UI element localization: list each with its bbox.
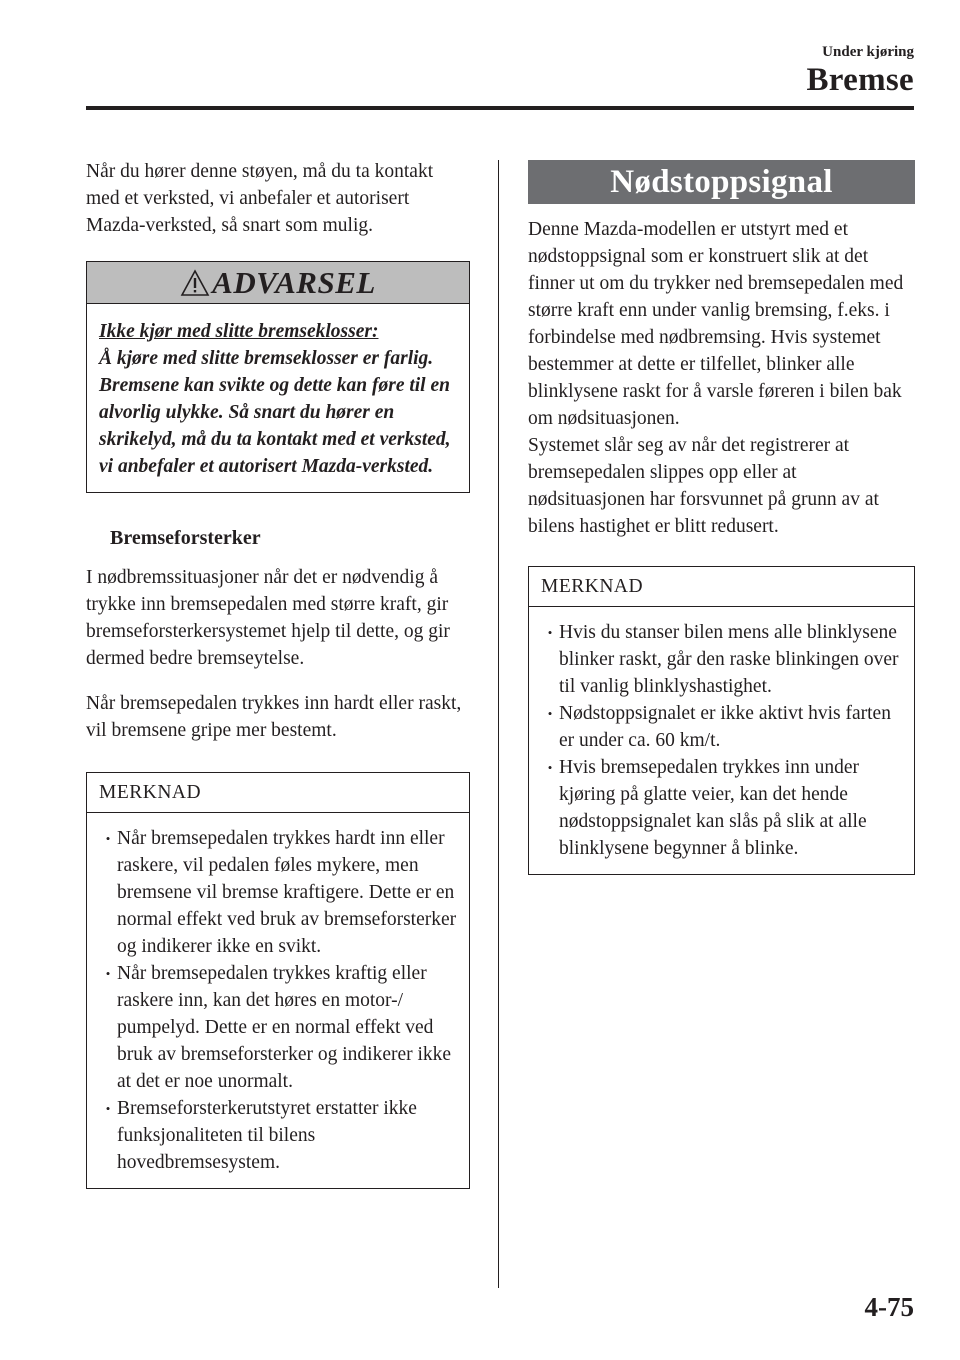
note-box-right (528, 566, 915, 875)
list-item-text: Når bremsepedalen trykkes hardt inn eller raskere, vil pedalen føles mykere, men bremsene vil bremse kraftigere. Dette er en normal effekt ved bruk av bremseforsterker og indikerer ikke en svikt. (117, 828, 457, 957)
note-box-left (86, 772, 470, 1189)
warning-triangle-icon (180, 269, 210, 297)
warning-body (87, 304, 469, 492)
list-item-text: Når bremsepedalen trykkes kraftig eller raskere inn, kan det høres en motor-/ pumpelyd. Dette er en normal effekt ved bruk av bremseforsterker og indikerer ikke at det er noe unormalt. (117, 963, 452, 1092)
page-title: Bremse (806, 62, 914, 98)
bullet-dot-icon: • (105, 1101, 111, 1116)
list-item-text: Nødstoppsignalet er ikke aktivt hvis farten er under ca. 60 km/t. (559, 703, 891, 751)
note-title: MERKNAD (529, 567, 914, 607)
section-title: Nødstoppsignal (610, 163, 833, 200)
column-divider (498, 160, 499, 1288)
paragraph-nodstopp-2: Systemet slår seg av når det registrerer at bremsepedalen slippes opp eller at nødsituasjonen har forsvunnet på grunn av at bilens hastighet er blitt redusert. (528, 435, 879, 537)
warning-box (86, 261, 470, 493)
note-body (529, 607, 914, 874)
list-item-text: Hvis bremsepedalen trykkes inn under kjøring på glatte veier, kan det hende nødstoppsignalet kan slås på slik at alle blinklysene begynner å blinke. (559, 757, 867, 859)
list-item (541, 700, 902, 754)
list-item-text: Bremseforsterkerutstyret erstatter ikke funksjonaliteten til bilens hovedbremsesystem. (117, 1098, 417, 1173)
page-number: 4-75 (864, 1292, 914, 1322)
paragraph-nodstopp-1: Denne Mazda-modellen er utstyrt med et nødstoppsignal som er konstruert slik at det finner ut om du trykker ned bremsepedalen med større kraft enn under vanlig bremsing, f.eks. i forbindelse med nødbremsing. Hvis systemet bestemmer at dette er tilfellet, blinker alle blinklysene raskt for å varsle føreren i bilen bak om nødsituasjonen. (528, 219, 904, 429)
header-section-label: Under kjøring (822, 44, 914, 60)
bullet-dot-icon: • (105, 966, 111, 981)
intro-paragraph: Når du hører denne støyen, må du ta kontakt med et verksted, vi anbefaler et autorisert Mazda-verksted, så snart som mulig. (86, 161, 434, 236)
header-rule (86, 106, 914, 110)
list-item-text: Hvis du stanser bilen mens alle blinklysene blinker raskt, går den raske blinkingen over til vanlig blinklyshastighet. (559, 622, 899, 697)
paragraph-bremseforsterker-1: I nødbremssituasjoner når det er nødvendig å trykke inn bremsepedalen med større kraft, gir bremseforsterkersystemet hjelp til dette, og gir dermed bedre bremseytelse. (86, 567, 450, 669)
subheading-bremseforsterker: Bremseforsterker (110, 527, 261, 549)
bullet-dot-icon: • (547, 706, 553, 721)
list-item (99, 825, 457, 960)
list-item (541, 619, 902, 700)
list-item (99, 960, 457, 1095)
note-body (87, 813, 469, 1188)
list-item (99, 1095, 457, 1176)
warning-header (87, 262, 469, 304)
bullet-dot-icon: • (547, 625, 553, 640)
bullet-dot-icon: • (547, 760, 553, 775)
warning-text: Å kjøre med slitte bremseklosser er farlig. Bremsene kan svikte og dette kan føre til en alvorlig ulykke. Så snart du hører en skrikelyd, må du ta kontakt med et verksted, vi anbefaler et autorisert Mazda-verksted. (99, 348, 451, 477)
warning-lead: Ikke kjør med slitte bremseklosser: (99, 321, 379, 342)
left-column (86, 158, 470, 1189)
bullet-dot-icon: • (105, 831, 111, 846)
paragraph-bremseforsterker-2: Når bremsepedalen trykkes inn hardt eller raskt, vil bremsene gripe mer bestemt. (86, 693, 462, 741)
note-title: MERKNAD (87, 773, 469, 813)
right-column (528, 160, 915, 875)
warning-title: ADVARSEL (212, 264, 376, 300)
section-title-band (528, 160, 915, 204)
list-item (541, 754, 902, 862)
